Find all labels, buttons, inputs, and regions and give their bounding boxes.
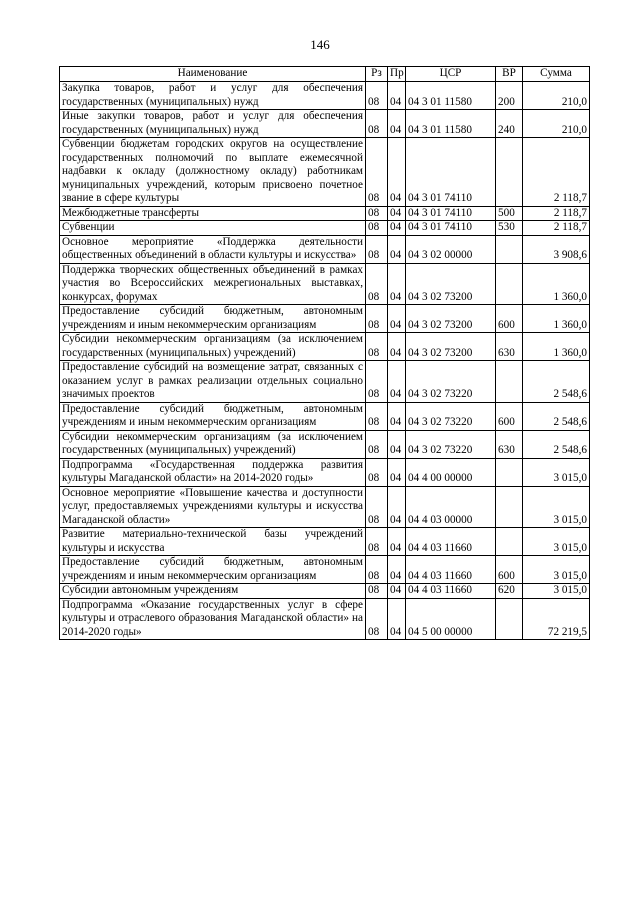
row-pr-cell: 04	[388, 598, 406, 640]
row-pr-cell: 04	[388, 305, 406, 333]
row-csr-cell: 04 3 02 73220	[406, 430, 496, 458]
row-vr-cell: 200	[496, 82, 523, 110]
row-name-cell: Подпрограмма «Государственная поддержка развития культуры Магаданской области» на 2014-2020 годы»	[60, 458, 366, 486]
row-vr-cell	[496, 235, 523, 263]
row-name-cell: Субсидии некоммерческим организациям (за исключением государственных (муниципальных) учреждений)	[60, 333, 366, 361]
row-vr-cell: 630	[496, 430, 523, 458]
row-sum-cell: 2 548,6	[523, 430, 590, 458]
table-row	[60, 206, 590, 221]
row-name-cell: Поддержка творческих общественных объединений в рамках участия во Всероссийских межрегиональных выставках, конкурсах, форумах	[60, 263, 366, 305]
row-pr-cell: 04	[388, 458, 406, 486]
row-sum-cell: 210,0	[523, 110, 590, 138]
row-pr-cell: 04	[388, 361, 406, 403]
row-sum-cell: 1 360,0	[523, 263, 590, 305]
table-row	[60, 138, 590, 207]
row-pr-cell: 04	[388, 263, 406, 305]
row-csr-cell: 04 3 01 74110	[406, 138, 496, 207]
row-rz-cell: 08	[366, 361, 388, 403]
table-row	[60, 263, 590, 305]
row-sum-cell: 3 015,0	[523, 584, 590, 599]
row-pr-cell: 04	[388, 430, 406, 458]
row-rz-cell: 08	[366, 556, 388, 584]
row-rz-cell: 08	[366, 221, 388, 236]
row-name-cell: Предоставление субсидий бюджетным, автономным учреждениям и иным некоммерческим организациям	[60, 556, 366, 584]
row-rz-cell: 08	[366, 430, 388, 458]
table-row	[60, 221, 590, 236]
row-csr-cell: 04 4 00 00000	[406, 458, 496, 486]
row-sum-cell: 2 118,7	[523, 206, 590, 221]
row-name-cell: Подпрограмма «Оказание государственных услуг в сфере культуры и отраслевого образования Магаданской области» на 2014-2020 годы»	[60, 598, 366, 640]
budget-table	[59, 66, 590, 640]
row-vr-cell: 600	[496, 305, 523, 333]
row-rz-cell: 08	[366, 82, 388, 110]
row-name-cell: Межбюджетные трансферты	[60, 206, 366, 221]
row-csr-cell: 04 3 02 00000	[406, 235, 496, 263]
row-vr-cell	[496, 598, 523, 640]
row-vr-cell	[496, 263, 523, 305]
header-name: Наименование	[60, 67, 366, 82]
row-name-cell: Предоставление субсидий бюджетным, автономным учреждениям и иным некоммерческим организациям	[60, 305, 366, 333]
header-csr: ЦСР	[406, 67, 496, 82]
row-csr-cell: 04 3 01 11580	[406, 82, 496, 110]
row-name-cell: Основное мероприятие «Поддержка деятельности общественных объединений в области культуры и искусства»	[60, 235, 366, 263]
table-row	[60, 556, 590, 584]
row-name-cell: Предоставление субсидий бюджетным, автономным учреждениям и иным некоммерческим организациям	[60, 402, 366, 430]
row-pr-cell: 04	[388, 556, 406, 584]
row-rz-cell: 08	[366, 528, 388, 556]
row-vr-cell: 530	[496, 221, 523, 236]
row-sum-cell: 3 908,6	[523, 235, 590, 263]
row-pr-cell: 04	[388, 206, 406, 221]
row-name-cell: Субсидии автономным учреждениям	[60, 584, 366, 599]
row-pr-cell: 04	[388, 221, 406, 236]
table-row	[60, 110, 590, 138]
row-rz-cell: 08	[366, 486, 388, 528]
table-row	[60, 361, 590, 403]
table-row	[60, 82, 590, 110]
header-sum: Сумма	[523, 67, 590, 82]
row-vr-cell: 600	[496, 402, 523, 430]
row-sum-cell: 72 219,5	[523, 598, 590, 640]
table-row	[60, 486, 590, 528]
row-csr-cell: 04 3 02 73200	[406, 263, 496, 305]
row-csr-cell: 04 4 03 11660	[406, 528, 496, 556]
row-name-cell: Основное мероприятие «Повышение качества и доступности услуг, предоставляемых учреждениями культуры и искусства Магаданской области»	[60, 486, 366, 528]
table-header-row	[60, 67, 590, 82]
row-sum-cell: 3 015,0	[523, 486, 590, 528]
row-vr-cell	[496, 138, 523, 207]
row-vr-cell	[496, 528, 523, 556]
header-pr: Пр	[388, 67, 406, 82]
table-row	[60, 528, 590, 556]
row-pr-cell: 04	[388, 584, 406, 599]
table-row	[60, 430, 590, 458]
row-vr-cell: 630	[496, 333, 523, 361]
row-pr-cell: 04	[388, 82, 406, 110]
row-vr-cell: 600	[496, 556, 523, 584]
row-csr-cell: 04 4 03 11660	[406, 556, 496, 584]
row-rz-cell: 08	[366, 333, 388, 361]
row-csr-cell: 04 3 01 11580	[406, 110, 496, 138]
row-sum-cell: 210,0	[523, 82, 590, 110]
row-sum-cell: 2 118,7	[523, 221, 590, 236]
row-csr-cell: 04 4 03 11660	[406, 584, 496, 599]
row-csr-cell: 04 3 02 73220	[406, 361, 496, 403]
row-rz-cell: 08	[366, 110, 388, 138]
row-rz-cell: 08	[366, 584, 388, 599]
row-name-cell: Развитие материально-технической базы учреждений культуры и искусства	[60, 528, 366, 556]
row-pr-cell: 04	[388, 486, 406, 528]
row-pr-cell: 04	[388, 110, 406, 138]
table-row	[60, 458, 590, 486]
row-name-cell: Субвенции бюджетам городских округов на осуществление государственных полномочий по выплате ежемесячной надбавки к окладу (должностному окладу) работникам муниципальных учреждений, которым присвоено почетное звание в сфере культуры	[60, 138, 366, 207]
row-rz-cell: 08	[366, 206, 388, 221]
table-row	[60, 402, 590, 430]
row-vr-cell	[496, 486, 523, 528]
row-csr-cell: 04 3 01 74110	[406, 221, 496, 236]
row-rz-cell: 08	[366, 138, 388, 207]
row-rz-cell: 08	[366, 305, 388, 333]
row-pr-cell: 04	[388, 235, 406, 263]
row-csr-cell: 04 5 00 00000	[406, 598, 496, 640]
row-vr-cell	[496, 458, 523, 486]
table-row	[60, 584, 590, 599]
table-row	[60, 305, 590, 333]
row-rz-cell: 08	[366, 235, 388, 263]
row-sum-cell: 2 548,6	[523, 402, 590, 430]
row-rz-cell: 08	[366, 458, 388, 486]
row-name-cell: Иные закупки товаров, работ и услуг для обеспечения государственных (муниципальных) нужд	[60, 110, 366, 138]
row-vr-cell: 620	[496, 584, 523, 599]
row-rz-cell: 08	[366, 402, 388, 430]
header-rz: Рз	[366, 67, 388, 82]
row-rz-cell: 08	[366, 263, 388, 305]
header-vr: ВР	[496, 67, 523, 82]
row-name-cell: Субвенции	[60, 221, 366, 236]
row-sum-cell: 3 015,0	[523, 458, 590, 486]
row-sum-cell: 2 118,7	[523, 138, 590, 207]
row-csr-cell: 04 3 02 73200	[406, 305, 496, 333]
row-csr-cell: 04 3 02 73200	[406, 333, 496, 361]
row-vr-cell: 500	[496, 206, 523, 221]
row-vr-cell	[496, 361, 523, 403]
row-pr-cell: 04	[388, 528, 406, 556]
row-pr-cell: 04	[388, 138, 406, 207]
page-number: 146	[310, 37, 330, 52]
row-rz-cell: 08	[366, 598, 388, 640]
table-row	[60, 333, 590, 361]
table-row	[60, 235, 590, 263]
row-name-cell: Закупка товаров, работ и услуг для обеспечения государственных (муниципальных) нужд	[60, 82, 366, 110]
row-csr-cell: 04 3 02 73220	[406, 402, 496, 430]
row-sum-cell: 2 548,6	[523, 361, 590, 403]
row-sum-cell: 1 360,0	[523, 333, 590, 361]
table-row	[60, 598, 590, 640]
row-pr-cell: 04	[388, 333, 406, 361]
row-pr-cell: 04	[388, 402, 406, 430]
row-name-cell: Предоставление субсидий на возмещение затрат, связанных с оказанием услуг в рамках реализации отдельных социально значимых проектов	[60, 361, 366, 403]
row-sum-cell: 3 015,0	[523, 528, 590, 556]
row-sum-cell: 1 360,0	[523, 305, 590, 333]
row-sum-cell: 3 015,0	[523, 556, 590, 584]
row-csr-cell: 04 3 01 74110	[406, 206, 496, 221]
row-name-cell: Субсидии некоммерческим организациям (за исключением государственных (муниципальных) учреждений)	[60, 430, 366, 458]
row-vr-cell: 240	[496, 110, 523, 138]
row-csr-cell: 04 4 03 00000	[406, 486, 496, 528]
